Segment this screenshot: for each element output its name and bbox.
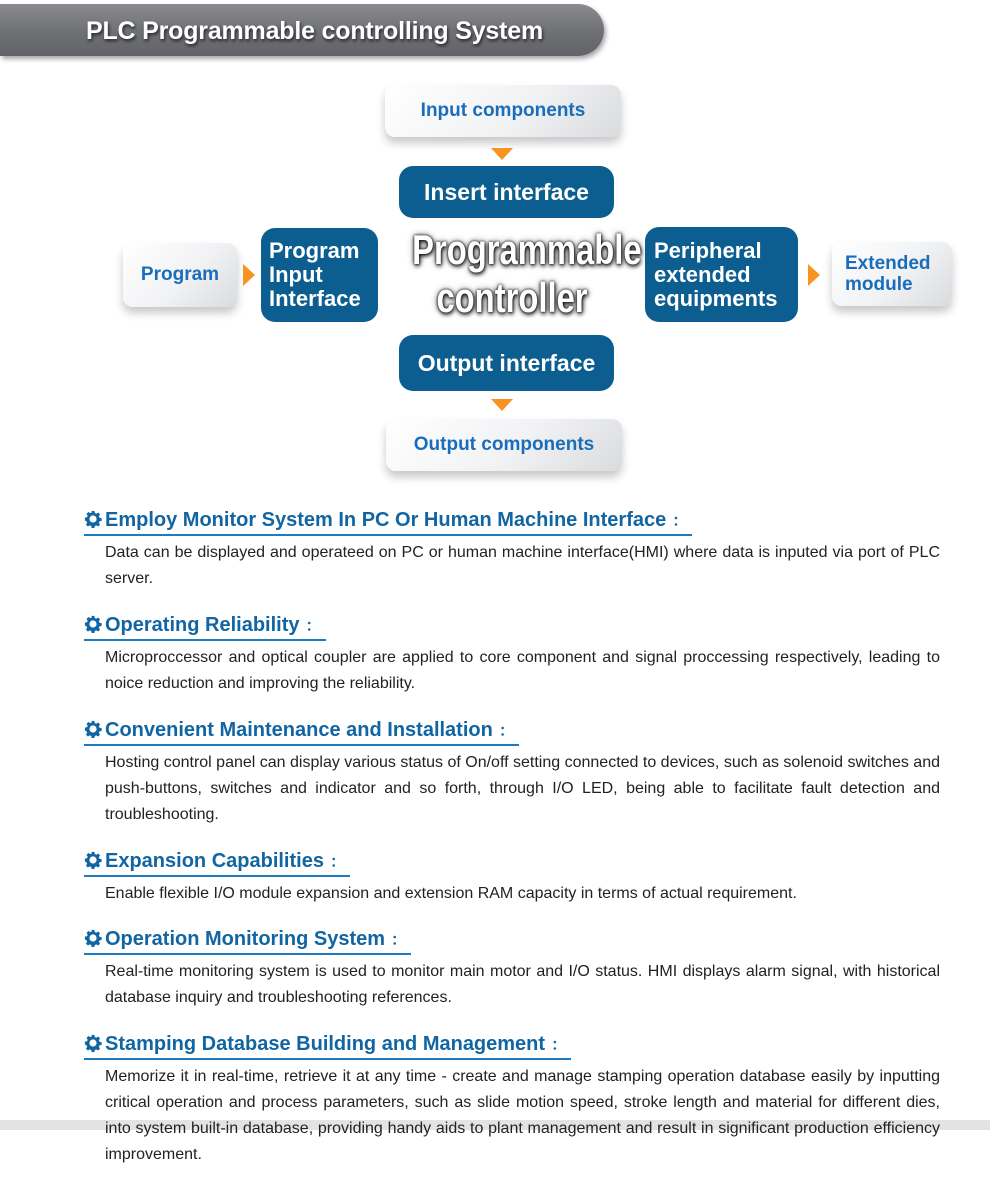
program-box: Program	[123, 243, 237, 307]
colon: ：	[498, 723, 515, 740]
feature-section	[84, 927, 944, 1011]
section-body: Enable flexible I/O module expansion and extension RAM capacity in terms of actual requirement.	[105, 885, 797, 902]
section-body: Data can be displayed and operateed on PC or human machine interface(HMI) where data is inputed via port of PLC server.	[105, 544, 940, 587]
gear-icon	[84, 851, 102, 869]
arrow-down-icon	[491, 399, 513, 411]
gear-icon	[84, 510, 102, 528]
output-components-box: Output components	[386, 419, 622, 471]
section-title: Operation Monitoring System	[105, 928, 386, 950]
section-title: Expansion Capabilities	[105, 850, 324, 872]
insert-interface-box: Insert interface	[399, 166, 614, 218]
feature-section	[84, 1032, 944, 1168]
arrow-down-icon	[491, 148, 513, 160]
output-interface-box: Output interface	[399, 335, 614, 391]
colon: ：	[672, 513, 689, 530]
input-components-box: Input components	[385, 85, 621, 137]
section-title: Employ Monitor System In PC Or Human Machine Interface	[105, 509, 667, 531]
section-heading	[84, 718, 519, 746]
section-title: Convenient Maintenance and Installation	[105, 719, 493, 741]
peripheral-equipments-box: Peripheral extended equipments	[645, 227, 798, 322]
section-heading	[84, 613, 326, 641]
gear-icon	[84, 720, 102, 738]
section-heading	[84, 1032, 571, 1060]
arrow-right-icon	[243, 264, 255, 286]
programmable-controller-label: Programmable controller	[412, 226, 642, 321]
section-heading	[84, 927, 411, 955]
colon: ：	[305, 618, 322, 635]
page-title: PLC Programmable controlling System	[86, 17, 543, 45]
section-title: Stamping Database Building and Management	[105, 1033, 546, 1055]
section-body: Hosting control panel can display various status of On/off setting connected to devices, such as solenoid switches and push-buttons, switches and indicator and so forth, through I/O LED, being able to facilitate fault detection and troubleshooting.	[105, 754, 940, 823]
colon: ：	[329, 854, 346, 871]
extended-module-box: Extended module	[832, 242, 952, 306]
gear-icon	[84, 1034, 102, 1052]
program-input-interface-box: Program Input Interface	[261, 228, 378, 322]
arrow-right-icon	[808, 264, 820, 286]
section-heading	[84, 508, 692, 536]
feature-section	[84, 508, 944, 592]
section-body: Real-time monitoring system is used to monitor main motor and I/O status. HMI displays alarm signal, with historical database inquiry and troubleshooting references.	[105, 963, 940, 1006]
title-banner	[0, 4, 604, 56]
section-body: Memorize it in real-time, retrieve it at any time - create and manage stamping operation database easily by inputting critical operation and process parameters, such as slide motion speed, stroke length and material for different dies, into system built-in database, providing handy aids to plant management and result in significant production efficiency improvement.	[105, 1068, 940, 1163]
colon: ：	[551, 1037, 568, 1054]
colon: ：	[391, 932, 408, 949]
section-title: Operating Reliability	[105, 614, 300, 636]
section-body: Microproccessor and optical coupler are applied to core component and signal proccessing respectively, leading to noice reduction and improving the reliability.	[105, 649, 940, 692]
feature-section	[84, 613, 944, 697]
feature-section	[84, 718, 944, 828]
gear-icon	[84, 615, 102, 633]
feature-section	[84, 849, 944, 907]
section-heading	[84, 849, 350, 877]
gear-icon	[84, 929, 102, 947]
